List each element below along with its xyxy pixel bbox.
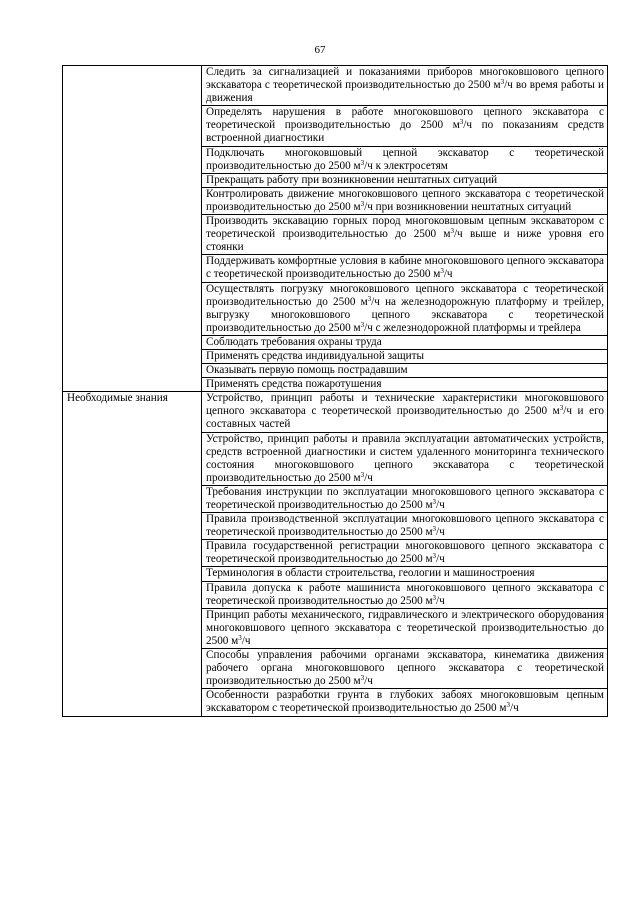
action-cell xyxy=(202,255,608,282)
action-text: Контролировать движение многоковшового цепного экскаватора с теоретической производительностью до 2500 $м^3/ч$ при возникновении нештатных ситуаций xyxy=(206,187,604,213)
label-cell xyxy=(63,187,202,214)
label-cell xyxy=(63,540,202,567)
table-row xyxy=(63,215,608,255)
table-row xyxy=(63,689,608,716)
label-cell xyxy=(63,485,202,512)
table-row xyxy=(63,255,608,282)
table-row xyxy=(63,335,608,349)
label-cell xyxy=(63,513,202,540)
label-cell xyxy=(63,567,202,581)
table-row xyxy=(63,432,608,485)
action-text: Оказывать первую помощь пострадавшим xyxy=(206,364,408,377)
action-cell xyxy=(202,349,608,363)
knowledge-text: Устройство, принцип работы и технические характеристики многоковшового цепного экскаватора с теоретической производительностью до 2500 $м^3/ч$ и его составных частей xyxy=(206,392,605,431)
label-cell xyxy=(63,146,202,173)
action-text: Прекращать работу при возникновении нештатных ситуаций xyxy=(206,173,498,186)
table-row xyxy=(63,392,608,432)
action-text: Следить за сигнализацией и показаниями приборов многоковшового цепного экскаватора с теоретической производительностью до 2500 $м^3/ч$ во время работы и движения xyxy=(206,66,604,105)
label-cell xyxy=(63,649,202,689)
action-cell xyxy=(202,187,608,214)
action-cell xyxy=(202,146,608,173)
table-row xyxy=(63,649,608,689)
table-row xyxy=(63,66,608,106)
action-text: Поддерживать комфортные условия в кабине многоковшового цепного экскаватора с теоретической производительностью до 2500 $м^3/ч$ xyxy=(206,255,604,281)
label-cell xyxy=(63,378,202,392)
action-cell xyxy=(202,282,608,335)
label-cell xyxy=(63,364,202,378)
table-row xyxy=(63,173,608,187)
knowledge-text: Устройство, принцип работы и правила эксплуатации автоматических устройств, средств встроенной диагностики и систем удаленного мониторинга технического состояния многоковшового цепного экскаватора с теоретической производительностью до 2500 $м^3/ч$ xyxy=(206,432,604,484)
label-cell xyxy=(63,173,202,187)
knowledge-cell xyxy=(202,432,608,485)
knowledge-cell xyxy=(202,513,608,540)
section-label-text: Необходимые знания xyxy=(67,392,168,405)
table-row xyxy=(63,106,608,146)
knowledge-cell xyxy=(202,540,608,567)
knowledge-cell xyxy=(202,485,608,512)
knowledge-text: Правила допуска к работе машиниста многоковшового цепного экскаватора с теоретической производительностью до 2500 $м^3/ч$ xyxy=(206,581,604,607)
action-cell xyxy=(202,215,608,255)
label-cell xyxy=(63,581,202,608)
action-text: Подключать многоковшовый цепной экскаватор с теоретической производительностью до 2500 $м^3/ч$ к электросетям xyxy=(206,146,604,172)
table-row xyxy=(63,608,608,648)
label-cell xyxy=(63,282,202,335)
knowledge-text: Терминология в области строительства, геологии и машиностроения xyxy=(206,567,535,580)
knowledge-text: Правила производственной эксплуатации многоковшового цепного экскаватора с теоретической производительностью до 2500 $м^3/ч$ xyxy=(206,513,604,539)
knowledge-text: Требования инструкции по эксплуатации многоковшового цепного экскаватора с теоретической производительностью до 2500 $м^3/ч$ xyxy=(206,485,604,511)
knowledge-text: Способы управления рабочими органами экскаватора, кинематика движения рабочего органа многоковшового цепного экскаватора с теоретической производительностью до 2500 $м^3/ч$ xyxy=(206,649,604,688)
knowledge-cell xyxy=(202,649,608,689)
knowledge-text: Правила государственной регистрации многоковшового цепного экскаватора с теоретической производительностью до 2500 $м^3/ч$ xyxy=(206,540,604,566)
label-cell xyxy=(63,432,202,485)
knowledge-text: Особенности разработки грунта в глубоких забоях многоковшовым цепным экскаватором с теоретической производительностью до 2500 $м^3/ч$ xyxy=(206,689,604,715)
action-cell xyxy=(202,378,608,392)
table-row xyxy=(63,581,608,608)
label-cell xyxy=(63,106,202,146)
table-row xyxy=(63,513,608,540)
table-row xyxy=(63,349,608,363)
label-cell xyxy=(63,689,202,716)
knowledge-cell xyxy=(202,567,608,581)
table-row xyxy=(63,540,608,567)
knowledge-cell xyxy=(202,581,608,608)
table-row xyxy=(63,187,608,214)
section-label xyxy=(63,392,202,432)
table-row xyxy=(63,485,608,512)
action-cell xyxy=(202,173,608,187)
action-cell xyxy=(202,335,608,349)
action-text: Осуществлять погрузку многоковшового цепного экскаватора с теоретической производительностью до 2500 $м^3/ч$ на железнодорожную платформу и трейлер, выгрузку многоковшового цепного экскаватора с теоретической производительностью до 2500 $м^3/ч$ с железнодорожной платформы и трейлера xyxy=(206,282,604,334)
table-row xyxy=(63,567,608,581)
knowledge-cell xyxy=(202,689,608,716)
action-text: Производить экскавацию горных пород многоковшовым цепным экскаватором с теоретической производительностью до 2500 $м^3/ч$ выше и ниже уровня его стоянки xyxy=(206,215,604,254)
label-cell xyxy=(63,66,202,106)
table-row xyxy=(63,378,608,392)
action-text: Применять средства пожаротушения xyxy=(206,378,382,391)
page-number: 67 xyxy=(314,44,326,56)
table-row xyxy=(63,364,608,378)
knowledge-cell xyxy=(202,392,608,432)
action-text: Соблюдать требования охраны труда xyxy=(206,335,382,348)
action-text: Применять средства индивидуальной защиты xyxy=(206,349,425,362)
table-row xyxy=(63,282,608,335)
action-text: Определять нарушения в работе многоковшового цепного экскаватора с теоретической производительностью до 2500 $м^3/ч$ по показаниям средств встроенной диагностики xyxy=(206,106,605,145)
label-cell xyxy=(63,608,202,648)
label-cell xyxy=(63,255,202,282)
label-cell xyxy=(63,215,202,255)
table-row xyxy=(63,146,608,173)
label-cell xyxy=(63,335,202,349)
action-cell xyxy=(202,66,608,106)
competency-table xyxy=(62,65,608,717)
action-cell xyxy=(202,364,608,378)
knowledge-text: Принцип работы механического, гидравлического и электрического оборудования многоковшового цепного экскаватора с теоретической производительностью до 2500 $м^3/ч$ xyxy=(206,608,604,647)
knowledge-cell xyxy=(202,608,608,648)
label-cell xyxy=(63,349,202,363)
action-cell xyxy=(202,106,608,146)
